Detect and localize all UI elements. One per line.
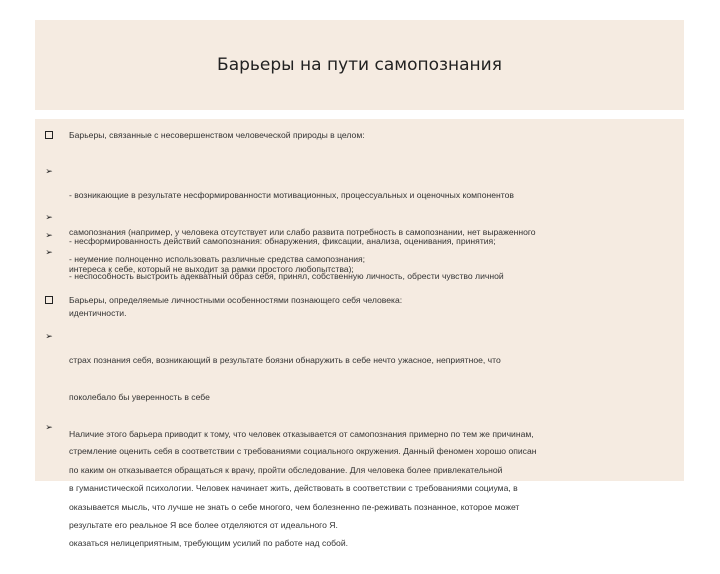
list-item-line: самопознания (например, у человека отсутствует или слабо развита потребность в самопознании, нет выраженного — [69, 227, 536, 238]
arrow-bullet-icon: ➢ — [45, 247, 53, 257]
title-banner — [35, 20, 684, 110]
section-2-heading: Барьеры, определяемые личностными особенностями познающего себя человека: — [69, 295, 403, 305]
list-item-line: - неумение полноценно использовать различные средства самопознания; — [69, 254, 366, 265]
section-1-heading: Барьеры, связанные с несовершенством человеческой природы в целом: — [69, 130, 365, 140]
square-bullet-icon — [43, 129, 55, 142]
list-item-line: интереса к себе, который не выходит за рамки простого любопытства); — [69, 263, 354, 274]
content-panel — [35, 119, 684, 549]
list-item-line: - возникающие в результате несформированности мотивационных, процессуальных и оценочных компонентов — [69, 190, 514, 201]
list-item-line: результате его реальное Я все более отделяются от идеального Я. — [69, 519, 338, 530]
arrow-bullet-icon: ➢ — [45, 422, 53, 432]
list-item-line: Наличие этого барьера приводит к тому, что человек отказывается от самопознания примерно по тем же причинам, — [69, 428, 534, 439]
list-item-line: оказаться нелицеприятным, требующим усилий по работе над собой. — [69, 538, 349, 549]
list-item-line: по каким он отказывается обращаться к врачу, пройти обследование. Для человека более привлекательной — [69, 465, 503, 476]
page-title: Барьеры на пути самопознания — [217, 55, 502, 75]
list-item-line: оказывается мысль, что лучше не знать о себе многого, чем болезненно пе-реживать познанное, которое может — [69, 501, 520, 512]
arrow-bullet-icon: ➢ — [45, 331, 53, 341]
list-item-line: - несформированность действий самопознания: обнаружения, фиксации, анализа, оценивания, принятия; — [69, 236, 496, 247]
arrow-bullet-icon: ➢ — [45, 212, 53, 222]
list-item-line: страх познания себя, возникающий в результате боязни обнаружить в себе нечто ужасное, неприятное, что — [69, 355, 501, 366]
list-item-line: стремление оценить себя в соответствии с требованиями социального окружения. Данный феномен хорошо описан — [69, 446, 537, 457]
list-item-line: идентичности. — [69, 308, 127, 319]
arrow-bullet-icon: ➢ — [45, 166, 53, 176]
square-bullet-icon — [43, 294, 55, 307]
arrow-bullet-icon: ➢ — [45, 230, 53, 240]
list-item-line: в гуманистической психологии. Человек начинает жить, действовать в соответствии с требованиями социума, в — [69, 483, 518, 494]
list-item-line: поколебало бы уверенность в себе — [69, 392, 210, 403]
list-item-line: - неспособность выстроить адекватный образ себя, принял, собственную личность, обрести чувство личной — [69, 271, 504, 282]
